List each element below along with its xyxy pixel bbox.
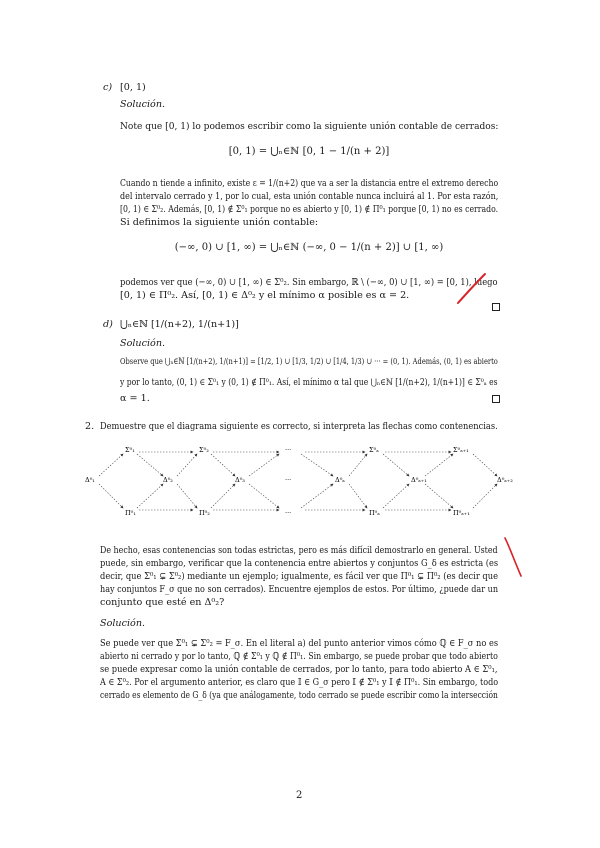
para2-line-1: podemos ver que (−∞, 0) ∪ [1, ∞) ∈ Σ⁰₂. Sin embargo, ℝ \ (−∞, 0) ∪ [1, ∞) = [0, 1), luego	[120, 277, 498, 288]
solution-label-c: Solución.	[120, 99, 166, 110]
page-number: 2	[296, 790, 303, 801]
para-line-1: De hecho, esas contenencias son todas estrictas, pero es más difícil demostrarlo en general. Usted	[100, 545, 498, 556]
para-line-4: hay conjuntos F_σ que no son cerrados). Encuentre ejemplos de estos. Por último, ¿puede dar un	[100, 584, 499, 595]
solution-line-3: se puede expresar como la unión contable de cerrados, por lo tanto, para todo abierto A ∈ Σ⁰₁,	[100, 664, 498, 675]
qed-square-icon	[492, 303, 500, 311]
para2-line-2: [0, 1) ∈ Π⁰₂. Así, [0, 1) ∈ Δ⁰₂ y el mínimo α posible es α = 2.	[120, 290, 410, 301]
item-c-interval: [0, 1)	[120, 82, 146, 93]
para1-line-2: del intervalo cerrado y 1, por lo cual, esta unión contable nunca incluirá al 1. Por esta razón,	[120, 191, 499, 202]
node-mid-ellipsis: ···	[285, 476, 292, 484]
solution-label-d: Solución.	[120, 338, 166, 349]
solution-line-1: Se puede ver que Σ⁰₁ ⊊ Σ⁰₂ = F_σ. En el literal a) del punto anterior vimos cómo ℚ ∈ F_σ no es	[100, 638, 499, 649]
node-sigma-1: Σ⁰₁	[125, 446, 135, 454]
part-d-line-2: y por lo tanto, (0, 1) ∈ Σ⁰₁ y (0, 1) ∉ Π⁰₁. Así, el mínimo α tal que ⋃ₙ∈ℕ [1/(n+2), 1/(n+1)] ∈ Σ⁰ₐ es	[120, 378, 498, 388]
inclusion-diagram	[85, 440, 525, 520]
solution-line-4: A ∈ Σ⁰₂. Por el argumento anterior, es claro que 𝕀 ∈ G_σ pero 𝕀 ∉ Σ⁰₁ y 𝕀 ∉ Π⁰₁. Sin embargo, todo	[100, 677, 499, 688]
node-pi-1: Π⁰₁	[125, 509, 136, 517]
solution-label-2: Solución.	[100, 618, 146, 629]
item-d-set: ⋃ₙ∈ℕ [1/(n+2), 1/(n+1)]	[120, 319, 239, 330]
para1-line-4: Si definimos la siguiente unión contable:	[120, 217, 319, 228]
solution-line-5: cerrado es elemento de G_δ (ya que análogamente, todo cerrado se puede escribir como la intersección	[100, 690, 498, 701]
para-line-5: conjunto que esté en Δ⁰₂?	[100, 597, 225, 608]
node-sigma-alpha-1: Σ⁰ₐ₊₁	[453, 446, 469, 454]
item-label-d: d)	[103, 319, 113, 330]
part-d-line-1: Observe que ⋃ₙ∈ℕ [1/(n+2), 1/(n+1)] = [1/2, 1) ∪ [1/3, 1/2) ∪ [1/4, 1/3) ∪ ··· = (0, 1). Además, (0, 1) es abierto	[120, 357, 498, 367]
node-delta-alpha-1: Δ⁰ₐ₊₁	[411, 476, 427, 484]
problem-statement: Demuestre que el diagrama siguiente es correcto, si interpreta las flechas como contenencias.	[100, 421, 498, 432]
equation-1: [0, 1) = ⋃ₙ∈ℕ [0, 1 − 1/(n + 2)]	[228, 146, 390, 157]
problem-number: 2.	[85, 421, 95, 432]
node-delta-2: Δ⁰₂	[163, 476, 173, 484]
node-delta-alpha: Δ⁰ₐ	[335, 476, 345, 484]
solution-line-2: abierto ni cerrado y por lo tanto, ℚ ∉ Σ⁰₁ y ℚ ∉ Π⁰₁. Sin embargo, se puede probar que todo abierto	[100, 651, 498, 662]
part-d-line-3: α = 1.	[120, 393, 150, 404]
node-sigma-2: Σ⁰₂	[199, 446, 209, 454]
node-pi-alpha-1: Π⁰ₐ₊₁	[453, 509, 470, 517]
equation-2: (−∞, 0) ∪ [1, ∞) = ⋃ₙ∈ℕ (−∞, 0 − 1/(n + 2)] ∪ [1, ∞)	[174, 242, 444, 253]
para-line-2: puede, sin embargo, verificar que la contenencia entre abiertos y conjuntos G_δ es estricta (es	[100, 558, 499, 569]
node-bottom-ellipsis: ···	[285, 509, 292, 517]
intro-text: Note que [0, 1) lo podemos escribir como la siguiente unión contable de cerrados:	[120, 121, 499, 132]
node-pi-alpha: Π⁰ₐ	[369, 509, 380, 517]
para1-line-3: [0, 1) ∈ Σ⁰₂. Además, [0, 1) ∉ Σ⁰₁ porque no es abierto y [0, 1) ∉ Π⁰₁ porque [0, 1) no es cerrado.	[120, 204, 499, 215]
para-line-3: decir, que Σ⁰₁ ⊊ Σ⁰₂) mediante un ejemplo; igualmente, es fácil ver que Π⁰₁ ⊊ Π⁰₂ (es decir que	[100, 571, 498, 582]
node-delta-alpha-2: Δ⁰ₐ₊₂	[497, 476, 513, 484]
node-sigma-alpha: Σ⁰ₐ	[369, 446, 379, 454]
node-pi-2: Π⁰₂	[199, 509, 210, 517]
para1-line-1: Cuando n tiende a infinito, existe ε = 1/(n+2) que va a ser la distancia entre el extremo derecho	[120, 178, 499, 189]
qed-square-icon	[492, 395, 500, 403]
node-top-ellipsis: ···	[285, 446, 292, 454]
node-delta-1: Δ⁰₁	[85, 476, 95, 484]
node-delta-3: Δ⁰₃	[235, 476, 245, 484]
item-label-c: c)	[103, 82, 113, 93]
